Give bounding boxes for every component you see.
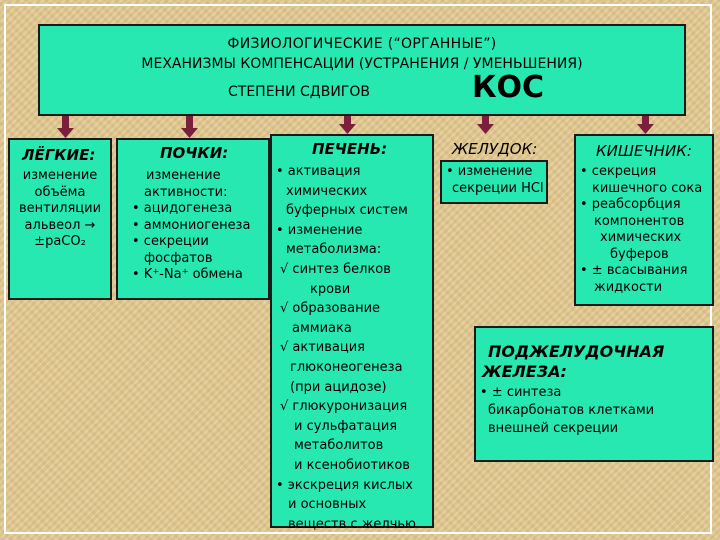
header-line-3: СТЕПЕНИ СДВИГОВ — [228, 84, 370, 100]
intestine-title: КИШЕЧНИК: — [596, 142, 692, 160]
liver-title: ПЕЧЕНЬ: — [312, 140, 388, 158]
stomach-title: ЖЕЛУДОК: — [452, 140, 538, 158]
liver-text: • активация химических буферных систем • изменение метаболизма: √ синтез белков крови √ образование аммиака √ активация глюконеогенеза (при ацидозе) √ глюкуронизация и сульфатация метаболитов и ксенобиотиков • экскреция кислых и основных веществ с желчью — [276, 164, 417, 532]
header-line-2: МЕХАНИЗМЫ КОМПЕНСАЦИИ (УСТРАНЕНИЯ / УМЕНЬШЕНИЯ) — [141, 56, 583, 72]
header-kos: КОС — [472, 70, 545, 105]
pancreas-title-2: ЖЕЛЕЗА: — [482, 362, 567, 381]
pancreas-text: • ± синтеза бикарбонатов клетками внешней секреции — [480, 385, 655, 436]
kidneys-text: изменение активности: • ацидогенеза • аммониогенеза • секреции фосфатов • K⁺-Na⁺ обмена — [132, 168, 251, 282]
stomach-text: • изменение секреции HCl — [446, 164, 544, 196]
intestine-text: • секреция кишечного сока • реабсорбция компонентов химических буферов • ± всасывания жидкости — [580, 164, 703, 295]
header-box — [38, 24, 686, 116]
lungs-title: ЛЁГКИЕ: — [22, 146, 96, 164]
pancreas-title-1: ПОДЖЕЛУДОЧНАЯ — [488, 342, 665, 361]
kidneys-title: ПОЧКИ: — [160, 144, 229, 162]
header-line-1: ФИЗИОЛОГИЧЕСКИЕ (“ОРГАННЫЕ”) — [227, 36, 497, 52]
lungs-text: изменение объёма вентиляции альвеол → ±pаCO₂ — [18, 168, 102, 249]
